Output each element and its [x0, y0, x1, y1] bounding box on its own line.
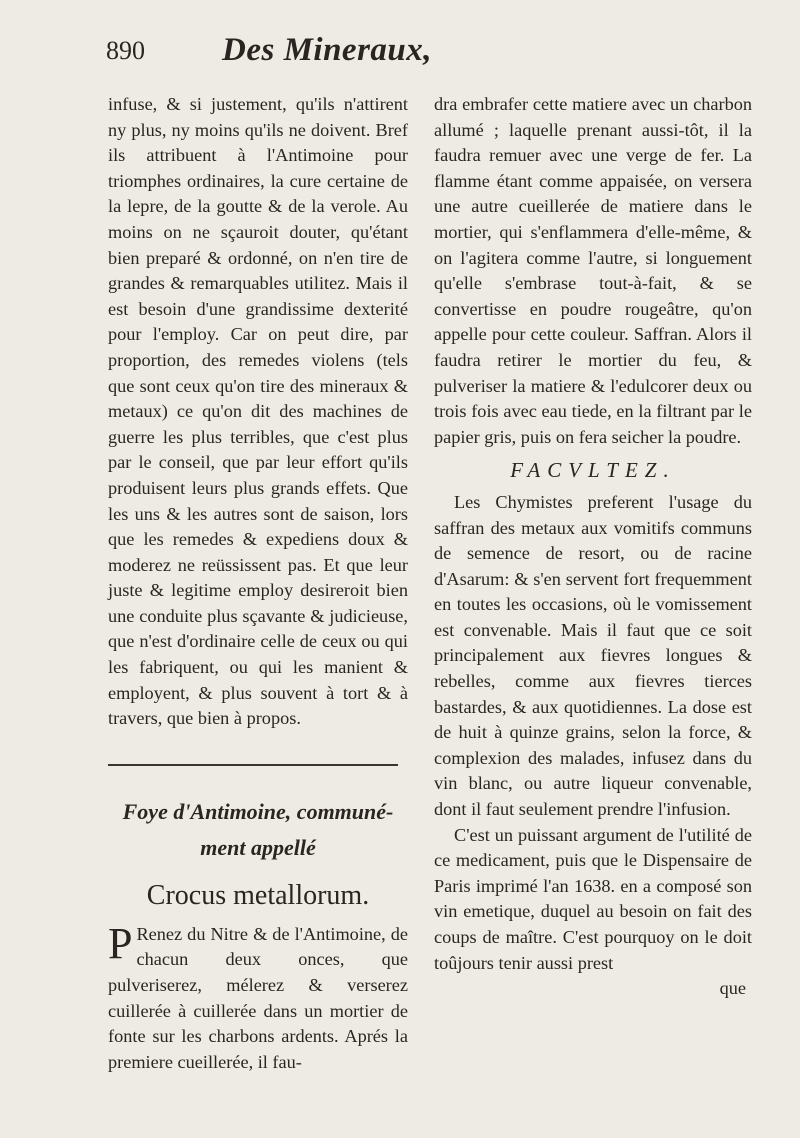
section-subtitle: ment appellé — [200, 834, 316, 860]
right-paragraph-2: Les Chymistes preferent l'usage du saffran des metaux aux vomitifs communs de semence de resort, ou de racine d'Asarum: & s'en servent fort frequemment en toutes les occasions, où le vomissement est convenable. Mais il faut que ce soit principalement aux fievres longues & rebelles, comme aux fievres tierces bastardes, & aux quotidiennes. La dose est de huit à quinze grains, selon la force, & complexion des malades, infusez dans du vin blanc, ou autre liqueur convenable, dont il faut seulement prendre l'infusion. — [434, 491, 752, 820]
page-number: 890 — [106, 36, 145, 65]
latin-title: Crocus metallorum. — [146, 879, 370, 911]
section-divider — [108, 764, 398, 766]
right-column — [434, 92, 752, 1002]
right-paragraph-1: dra embrafer cette matiere avec un charbon allumé ; laquelle prenant aussi-tôt, il la faudra remuer avec une verge de fer. La flamme étant comme appaisée, on versera une autre cueillerée de matiere dans le mortier, qui s'enflammera d'elle-même, & on l'agitera comme l'autre, si longuement qu'elle s'embrase tout-à-fait, & se convertisse en poudre rougeâtre, qu'on appelle pour cette couleur. Saffran. Alors il faudra retirer le mortier du feu, & pulveriser la matiere & l'edulcorer deux ou trois fois avec eau tiede, en la filtrant par le papier gris, puis on fera seicher la poudre. — [434, 94, 752, 447]
left-column — [108, 92, 408, 1075]
page-header — [106, 32, 756, 84]
running-title: Des Mineraux, — [222, 32, 433, 68]
facultez-heading: FACVLTEZ. — [510, 458, 676, 483]
catchword: que — [719, 978, 746, 999]
left-paragraph-1: infuse, & si justement, qu'ils n'attirent ny plus, ny moins qu'ils ne doivent. Bref ils attribuent à l'Antimoine pour triomphes ordinaires, la cure certaine de la lepre, de la goutte & de la verole. Au moins on ne sçauroit douter, qu'étant bien preparé & ordonné, on n'en tire de grandes & remarquables utilitez. Mais il est besoin d'une grandissime dexterité pour l'employ. Car on peut dire, par proportion, des remedes violens (tels que sont ceux qu'on tire des mineraux & metaux) ce qu'on dit des machines de guerre les plus terribles, que c'est plus par le conseil, que par leur effort qu'ils produisent leurs plus grands effets. Que les uns & les autres sont de saison, lors que les remedes & expediens doux & moderez ne reüssissent pas. Et que leur juste & legitime employ desireroit bien une conduite plus sçavante & judicieuse, que n'est d'ordinaire celle de ceux ou qui les fabriquent, ou qui les manient & employent, & plus souvent à tort & à travers, que bien à propos. — [108, 94, 408, 729]
section-title: Foye d'Antimoine, communé- — [122, 798, 394, 824]
left-paragraph-2: PRenez du Nitre & de l'Antimoine, de chacun deux onces, que pulveriserez, mélerez & verserez cuillerée à cuillerée dans un mortier de fonte sur les charbons ardents. Aprés la premiere cueillerée, il fau- — [108, 918, 408, 1072]
right-paragraph-3: C'est un puissant argument de l'utilité de ce medicament, puis que le Dispensaire de Paris imprimé l'an 1638. en a composé son vin emetique, duquel au besoin on fait des coups de maître. C'est pourquoy on le doit toûjours tenir aussi prest — [434, 824, 752, 973]
